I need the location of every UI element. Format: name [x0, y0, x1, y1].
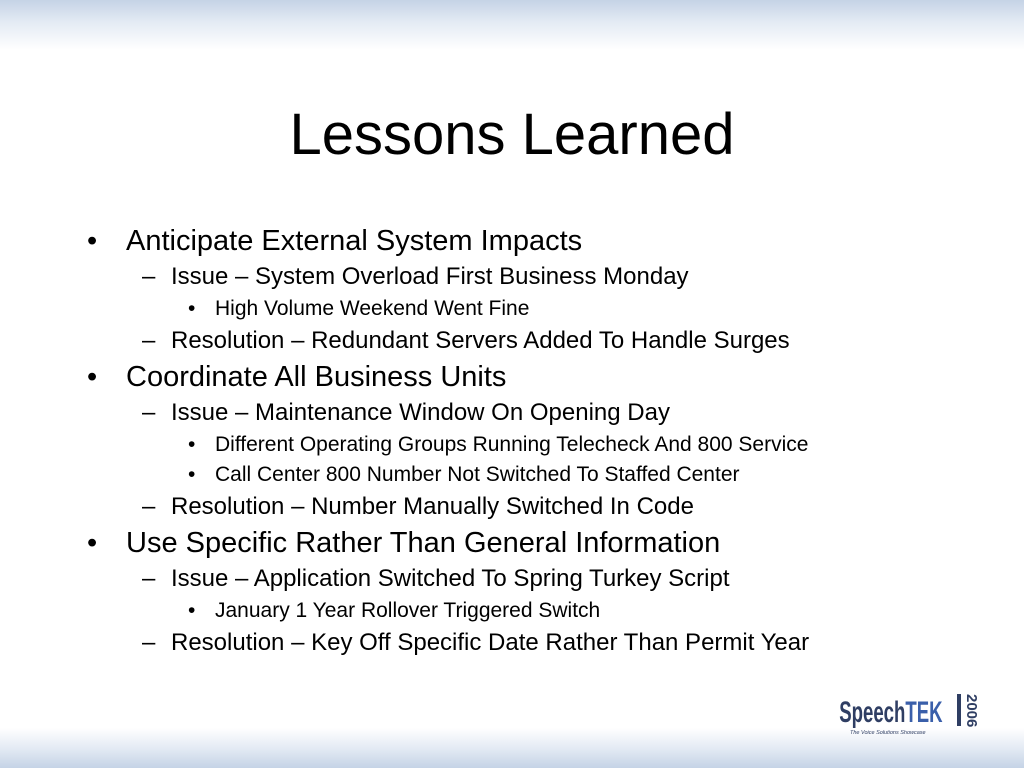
- dash-marker: –: [142, 629, 156, 656]
- bullet-level3: [0, 430, 1024, 460]
- bullet-level2: [0, 562, 1024, 596]
- bullet-text: Resolution – Redundant Servers Added To Handle Surges: [171, 327, 790, 354]
- bullet-marker: •: [188, 463, 196, 486]
- bullet-marker: •: [188, 297, 196, 320]
- bullet-level3: [0, 294, 1024, 324]
- bullet-level2: [0, 490, 1024, 524]
- bullet-text: Use Specific Rather Than General Information: [126, 527, 721, 559]
- bullet-text: Coordinate All Business Units: [126, 361, 507, 393]
- bullet-text: Issue – Maintenance Window On Opening Day: [171, 399, 670, 426]
- bullet-marker: •: [188, 433, 196, 456]
- bullet-level1: [0, 524, 1024, 562]
- dash-marker: –: [142, 565, 156, 592]
- bullet-text: High Volume Weekend Went Fine: [215, 297, 530, 320]
- speechtek-logo: [838, 688, 988, 738]
- bullet-text: Call Center 800 Number Not Switched To Staffed Center: [215, 463, 740, 486]
- bullet-level2: [0, 324, 1024, 358]
- logo-speech-text: [839, 696, 942, 730]
- logo-divider: [957, 694, 961, 726]
- bullet-text: Issue – System Overload First Business Monday: [171, 263, 689, 290]
- bullet-level1: [0, 222, 1024, 260]
- dash-marker: –: [142, 399, 156, 426]
- bullet-text: Issue – Application Switched To Spring Turkey Script: [171, 565, 730, 592]
- bullet-text: Anticipate External System Impacts: [126, 225, 583, 257]
- logo-name-part1: Speech: [839, 695, 906, 730]
- dash-marker: –: [142, 493, 156, 520]
- bullet-list: [0, 222, 1024, 660]
- slide-title: Lessons Learned: [289, 102, 735, 167]
- bullet-level1: [0, 358, 1024, 396]
- logo-year: 2006: [963, 694, 980, 728]
- dash-marker: –: [142, 327, 156, 354]
- bullet-text: Resolution – Key Off Specific Date Rather Than Permit Year: [171, 629, 810, 656]
- dash-marker: –: [142, 263, 156, 290]
- bullet-level2: [0, 396, 1024, 430]
- bullet-marker: •: [87, 361, 98, 393]
- bullet-level3: [0, 460, 1024, 490]
- bullet-text: Different Operating Groups Running Telecheck And 800 Service: [215, 433, 809, 456]
- top-gradient-band: [0, 0, 1024, 50]
- logo-name-part2: TEK: [905, 695, 943, 730]
- bullet-level2: [0, 626, 1024, 660]
- bullet-text: Resolution – Number Manually Switched In Code: [171, 493, 694, 520]
- bullet-marker: •: [87, 225, 98, 257]
- bullet-marker: •: [87, 527, 98, 559]
- bullet-text: January 1 Year Rollover Triggered Switch: [215, 599, 601, 622]
- bullet-level2: [0, 260, 1024, 294]
- logo-tagline: The Voice Solutions Showcase: [850, 730, 926, 736]
- bullet-marker: •: [188, 599, 196, 622]
- bullet-level3: [0, 596, 1024, 626]
